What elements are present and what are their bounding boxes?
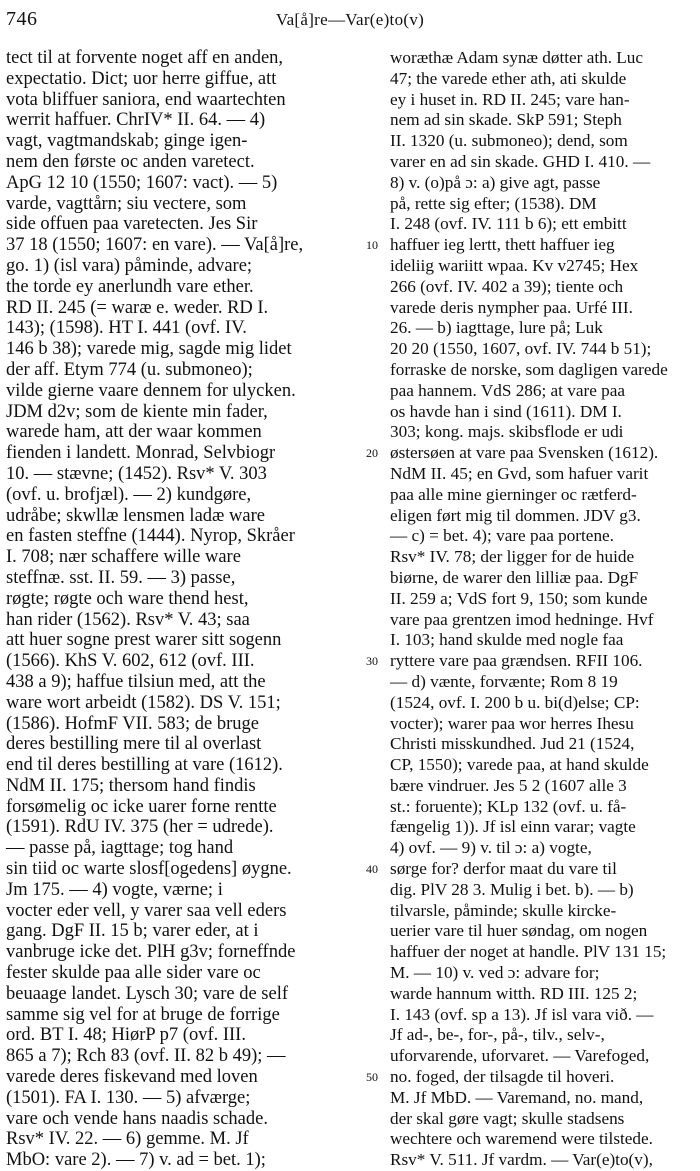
text-line: tect til at forvente noget aff en anden, bbox=[6, 48, 284, 68]
text-line: en fasten steffne (1444). Nyrop, Skråer bbox=[6, 526, 295, 547]
text-line: M. Jf MbD. — Varemand, no. mand, bbox=[390, 1087, 644, 1107]
text-line: ware wort arbeidt (1582). DS V. 151; bbox=[6, 692, 281, 713]
text-line: 26. — b) iagttage, lure på; Luk bbox=[390, 318, 603, 338]
text-line: vanbruge icke det. PlH g3v; forneffnde bbox=[6, 942, 296, 963]
text-line: på, rette sig efter; (1538). DM bbox=[390, 193, 597, 213]
text-line: steffnæ. sst. II. 59. — 3) passe, bbox=[6, 567, 236, 588]
text-line: Jm 175. — 4) vogte, værne; i bbox=[6, 879, 223, 900]
line-number: 40 bbox=[366, 862, 378, 877]
text-line: vocter); warer paa wor herres Ihesu bbox=[390, 713, 634, 733]
text-line: — d) vænte, forvænte; Rom 8 19 bbox=[390, 671, 618, 691]
text-line: warede ham, att der waar kommen bbox=[6, 422, 262, 443]
text-line: CP, 1550); varede paa, at hand skulde bbox=[390, 755, 649, 775]
text-line: os havde han i sind (1611). DM I. bbox=[390, 401, 622, 421]
text-line: haffuer ieg lertt, thett haffuer ieg bbox=[390, 235, 615, 255]
running-head: Va[å]re—Var(e)to(v) bbox=[275, 10, 425, 29]
text-line: att huer sogne prest warer sitt sogenn bbox=[6, 630, 282, 651]
right-column bbox=[390, 48, 692, 1170]
text-line: ey i huset in. RD II. 245; vare han- bbox=[390, 89, 630, 109]
text-line: 143); (1598). HT I. 441 (ovf. IV. bbox=[6, 318, 247, 339]
text-line: paa hannem. VdS 286; at vare paa bbox=[390, 380, 625, 400]
text-line: uerier vare til huer søndag, om nogen bbox=[390, 921, 648, 941]
text-line: fester skulde paa alle sider vare oc bbox=[6, 963, 261, 984]
text-line: wechtere och waremend were tilstede. bbox=[390, 1129, 653, 1149]
text-line: 10. — stævne; (1452). Rsv* V. 303 bbox=[6, 463, 267, 484]
text-line: haffuer der noget at handle. PlV 131 15; bbox=[390, 942, 667, 962]
text-line: vota bliffuer saniora, end waartechten bbox=[6, 89, 286, 110]
text-line: 438 a 9); haffue tilsiun med, att the bbox=[6, 671, 266, 692]
left-column bbox=[6, 48, 356, 1171]
text-line: sin tiid oc warte slosf[ogedens] øygne. bbox=[6, 859, 292, 880]
text-line: udråbe; skwllæ lensmen ladæ ware bbox=[6, 505, 265, 526]
text-line: warde hannum witth. RD III. 125 2; bbox=[390, 983, 638, 1003]
text-line: sørge for? derfor maat du vare til bbox=[390, 859, 617, 879]
text-line: NdM II. 45; en Gvd, som hafuer varit bbox=[390, 463, 649, 483]
text-line: 865 a 7); Rch 83 (ovf. II. 82 b 49); — bbox=[6, 1046, 286, 1067]
text-line: (1524, ovf. I. 200 b u. bi(d)else; CP: bbox=[390, 692, 640, 712]
text-line: nem den første oc anden varetect. bbox=[6, 151, 255, 172]
text-line: 37 18 (1550; 1607: en vare). — Va[å]re, bbox=[6, 235, 304, 256]
text-line: I. 143 (ovf. sp a 13). Jf isl vara við. — bbox=[390, 1004, 654, 1024]
text-line: side offuen paa varetecten. Jes Sir bbox=[6, 214, 258, 235]
text-line: 20 20 (1550, 1607, ovf. IV. 744 b 51); bbox=[390, 339, 652, 359]
text-line: bære vindruer. Jes 5 2 (1607 alle 3 bbox=[390, 775, 627, 795]
text-line: eligen ført mig til dommen. JDV g3. bbox=[390, 505, 641, 525]
page-number: 746 bbox=[6, 8, 38, 30]
text-line: Rsv* V. 511. Jf vardm. — Var(e)to(v), bbox=[390, 1150, 653, 1170]
text-line: st.: foruente); KLp 132 (ovf. u. få- bbox=[390, 796, 627, 816]
text-line: varede deres fiskevand med loven bbox=[6, 1067, 258, 1088]
text-line: expectatio. Dict; uor herre giffue, att bbox=[6, 68, 277, 89]
text-line: tilvarsle, påminde; skulle kircke- bbox=[390, 900, 617, 920]
text-line: I. 103; hand skulde med nogle faa bbox=[390, 630, 624, 650]
text-line: fienden i landett. Monrad, Selvbiogr bbox=[6, 443, 276, 464]
text-line: 47; the varede ether ath, ati skulde bbox=[390, 68, 627, 88]
text-line: go. 1) (isl vara) påminde, advare; bbox=[6, 255, 253, 276]
text-line: samme sig vel for at bruge de forrige bbox=[6, 1004, 280, 1025]
text-line: 4) ovf. — 9) v. til ɔ: a) vogte, bbox=[390, 838, 592, 858]
text-line: forraske de norske, som dagligen varede bbox=[390, 359, 668, 379]
text-line: — passe på, iagttage; tog hand bbox=[6, 838, 234, 859]
line-number: 10 bbox=[366, 238, 378, 253]
text-line: 266 (ovf. IV. 402 a 39); tiente och bbox=[390, 276, 624, 296]
text-line: (1591). RdU IV. 375 (her = udrede). bbox=[6, 817, 274, 838]
text-line: II. 259 a; VdS fort 9, 150; som kunde bbox=[390, 588, 648, 608]
text-line: (1501). FA I. 130. — 5) afværge; bbox=[6, 1087, 251, 1108]
text-line: han rider (1562). Rsv* V. 43; saa bbox=[6, 609, 250, 630]
text-line: JDM d2v; som de kiente min fader, bbox=[6, 401, 268, 422]
text-line: (ovf. u. brofjæl). — 2) kundgøre, bbox=[6, 484, 252, 505]
text-line: forsømelig oc icke uarer forne rentte bbox=[6, 796, 277, 817]
line-number-gutter bbox=[357, 48, 387, 1143]
text-line: vagt, vagtmandskab; ginge igen- bbox=[6, 131, 248, 152]
text-line: nem ad sin skade. SkP 591; Steph bbox=[390, 110, 622, 130]
text-line: ideliig wariitt wpaa. Kv v2745; Hex bbox=[390, 255, 639, 275]
text-line: 303; kong. majs. skibsflode er udi bbox=[390, 422, 624, 442]
text-line: deres bestilling mere til al overlast bbox=[6, 734, 262, 755]
text-line: røgte; røgte och ware thend hest, bbox=[6, 588, 249, 609]
text-line: woræthæ Adam synæ døtter ath. Luc bbox=[390, 48, 644, 67]
text-line: II. 1320 (u. submoneo); dend, som bbox=[390, 131, 628, 151]
text-line: I. 708; nær schaffere wille ware bbox=[6, 547, 241, 568]
text-line: paa alle mine gierninger oc rætferd- bbox=[390, 484, 637, 504]
text-line: varde, vagttårn; siu vectere, som bbox=[6, 193, 247, 214]
text-line: ryttere vare paa grændsen. RFII 106. bbox=[390, 651, 643, 671]
text-line: M. — 10) v. ved ɔ: advare for; bbox=[390, 963, 600, 983]
text-line: 146 b 38); varede mig, sagde mig lidet bbox=[6, 339, 292, 360]
text-line: beuaage landet. Lysch 30; vare de self bbox=[6, 983, 289, 1004]
text-line: vare och vende hans naadis schade. bbox=[6, 1108, 268, 1129]
text-line: werrit haffuer. ChrIV* II. 64. — 4) bbox=[6, 110, 266, 131]
text-line: Jf ad-, be-, for-, på-, tilv., selv-, bbox=[390, 1025, 605, 1045]
text-line: the torde ey anerlundh vare ether. bbox=[6, 276, 254, 297]
text-line: end til deres bestilling at vare (1612). bbox=[6, 755, 283, 776]
line-number: 30 bbox=[366, 654, 378, 669]
text-line: ord. BT I. 48; HiørP p7 (ovf. III. bbox=[6, 1025, 246, 1046]
text-line: (1566). KhS V. 602, 612 (ovf. III. bbox=[6, 651, 255, 672]
text-line: gang. DgF II. 15 b; varer eder, at i bbox=[6, 921, 259, 942]
text-line: varer en ad sin skade. GHD I. 410. — bbox=[390, 151, 651, 171]
text-line: uforvarende, uforvaret. — Varefoged, bbox=[390, 1046, 650, 1066]
line-number: 50 bbox=[366, 1070, 378, 1085]
text-line: I. 248 (ovf. IV. 111 b 6); ett embitt bbox=[390, 214, 627, 234]
text-line: vocter eder vell, y varer saa vell eders bbox=[6, 900, 287, 921]
text-line: Rsv* IV. 22. — 6) gemme. M. Jf bbox=[6, 1129, 249, 1150]
text-line: NdM II. 175; thersom hand findis bbox=[6, 775, 256, 796]
text-line: varede deris nympher paa. Urfé III. bbox=[390, 297, 633, 317]
text-line: — c) = bet. 4); vare paa portene. bbox=[390, 526, 614, 546]
line-number: 20 bbox=[366, 446, 378, 461]
text-line: østersøen at vare paa Svensken (1612). bbox=[390, 443, 659, 463]
text-line: vilde gierne vaare dennem for ulycken. bbox=[6, 380, 296, 401]
text-line: vare paa grentzen imod hedninge. Hvf bbox=[390, 609, 654, 629]
text-line: RD II. 245 (= waræ e. weder. RD I. bbox=[6, 297, 269, 318]
text-line: dig. PlV 28 3. Mulig i bet. b). — b) bbox=[390, 879, 634, 899]
text-line: (1586). HofmF VII. 583; de bruge bbox=[6, 713, 259, 734]
text-line: MbO: vare 2). — 7) v. ad = bet. 1); bbox=[6, 1150, 266, 1171]
text-line: Christi misskundhed. Jud 21 (1524, bbox=[390, 734, 635, 754]
page-header bbox=[0, 8, 700, 38]
text-line: der aff. Etym 774 (u. submoneo); bbox=[6, 359, 253, 380]
text-line: Rsv* IV. 78; der ligger for de huide bbox=[390, 547, 635, 567]
text-line: der skal gøre vagt; skulle stadsens bbox=[390, 1108, 625, 1128]
text-line: no. foged, der tilsagde til hoveri. bbox=[390, 1067, 615, 1087]
text-line: biørne, de warer den lilliæ paa. DgF bbox=[390, 567, 639, 587]
text-line: ApG 12 10 (1550; 1607: vact). — 5) bbox=[6, 172, 278, 193]
text-line: 8) v. (o)på ɔ: a) give agt, passe bbox=[390, 172, 601, 192]
text-line: fængelig 1)). Jf isl einn varar; vagte bbox=[390, 817, 636, 837]
